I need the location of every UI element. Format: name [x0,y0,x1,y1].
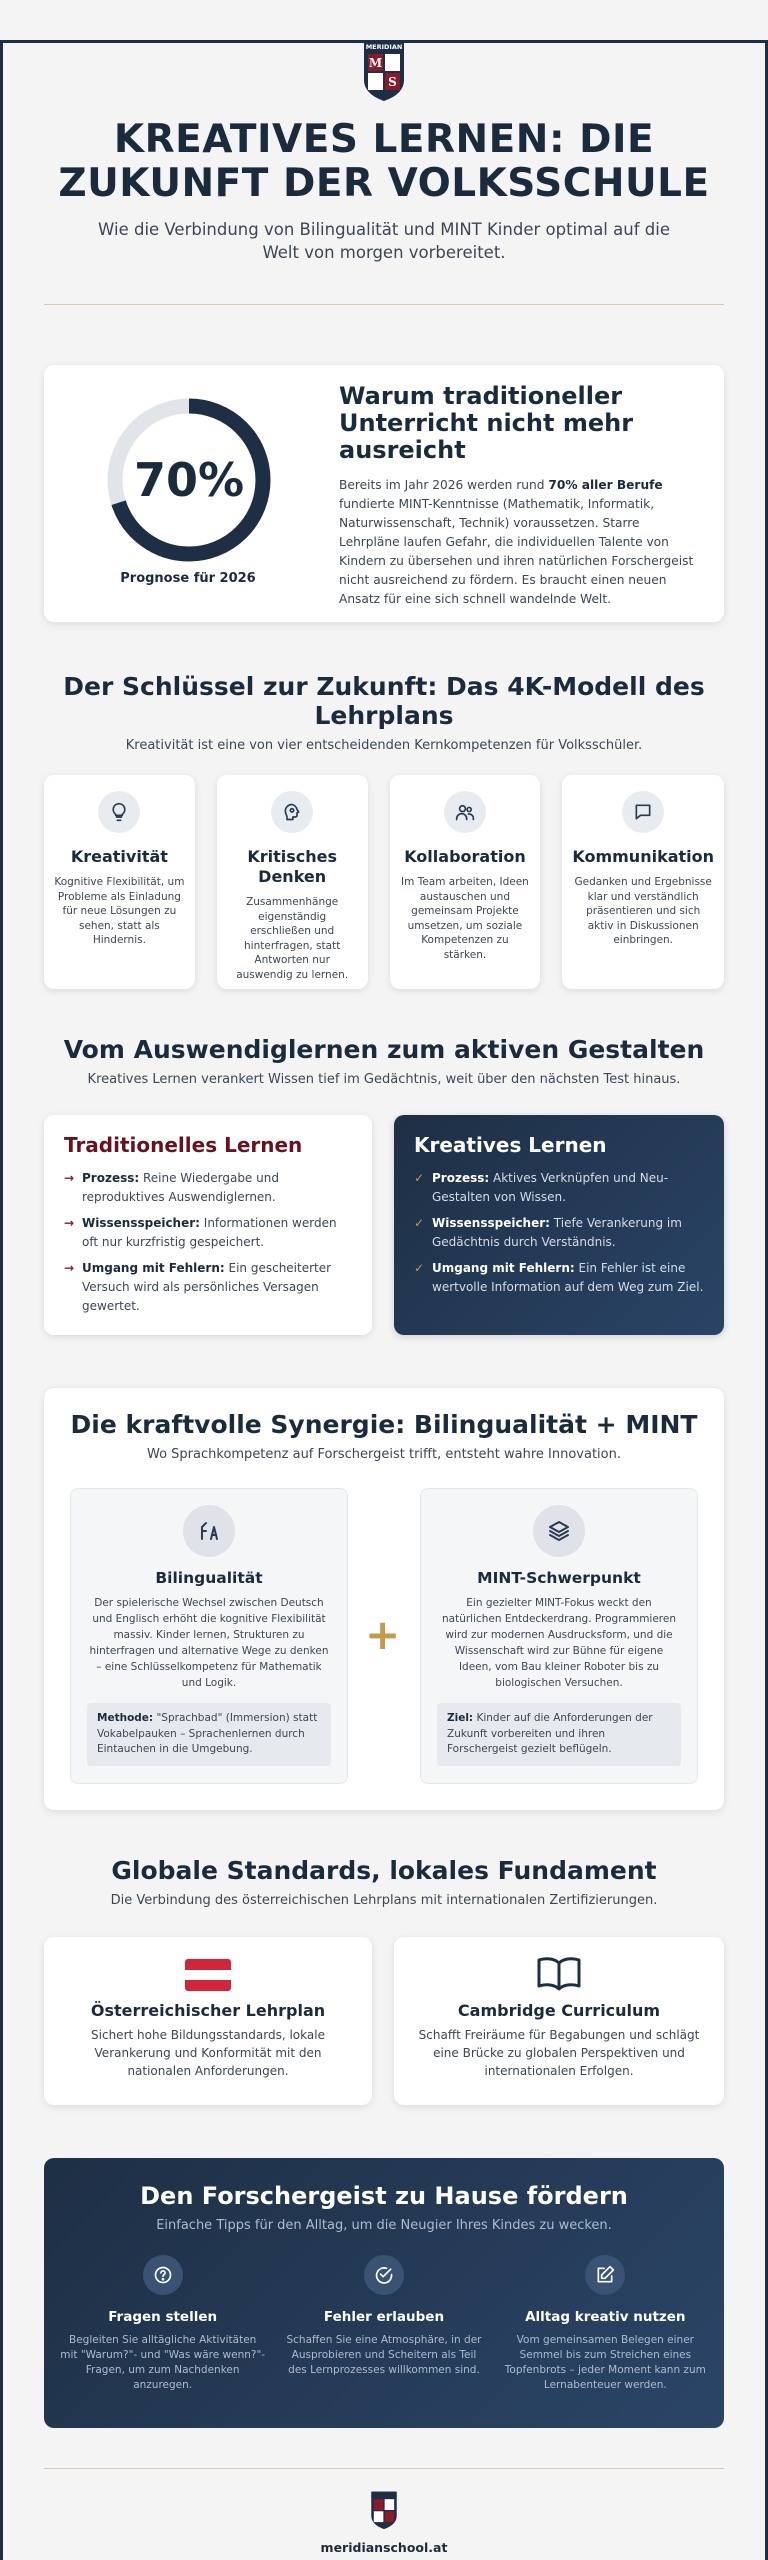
question-icon [143,2255,183,2295]
home-tip [273,2255,494,2393]
users-icon [444,791,486,833]
traditional-title: Traditionelles Lernen [64,1133,303,1157]
compare-subtitle: Kreatives Lernen verankert Wissen tief im Gedächtnis, weit über den nächsten Test hinaus. [87,1072,681,1087]
model-card-kreativitaet [44,775,195,989]
home-tip-title: Alltag kreativ nutzen [525,2309,686,2325]
standards-title: Globale Standards, lokales Fundament [111,1856,657,1885]
logo-initial-m: M [368,56,383,70]
austrian-curriculum-title: Österreichischer Lehrplan [90,2001,326,2020]
home-tip-text: Begleiten Sie alltägliche Aktivitäten mit "Warum?"- und "Was wäre wenn?"-Fragen, um zum Nachdenken anzuregen. [60,2334,266,2391]
cambridge-curriculum-text: Schafft Freiräume für Begabungen und schlägt eine Brücke zu globalen Perspektiven und internationalen Erfolgen. [418,2028,700,2078]
home-tip-title: Fragen stellen [108,2309,218,2325]
model-card-title: Kollaboration [404,847,526,866]
edit-icon [585,2255,625,2295]
page-subtitle: Wie die Verbindung von Bilingualität und MINT Kinder optimal auf die Welt von morgen vorbereitet. [98,220,670,262]
layers-icon [533,1505,585,1557]
model-card-title: Kommunikation [572,847,715,866]
home-tips-section [44,2158,724,2428]
cambridge-curriculum-card [394,1937,724,2105]
model-subtitle: Kreativität ist eine von vier entscheidenden Kernkompetenzen für Volksschüler. [125,738,643,753]
stat-value: 70% [133,453,245,507]
traditional-item: → Wissensspeicher: Informationen werden oft nur kurzfristig gespeichert. [64,1214,352,1252]
model-title: Der Schlüssel zur Zukunft: Das 4K-Modell des Lehrplans [63,672,705,730]
traditional-item: → Prozess: Reine Wiedergabe und reproduktives Auswendiglernen. [64,1169,352,1207]
chat-icon [622,791,664,833]
model-card-kommunikation [562,775,724,989]
creative-item: ✓ Wissensspeicher: Tiefe Verankerung im Gedächtnis durch Verständnis. [414,1214,704,1252]
stat-card [44,365,724,622]
model-card-text: Kognitive Flexibilität, um Probleme als Einladung für neue Lösungen zu sehen, statt als Hindernis. [54,876,185,946]
stat-caption: Prognose für 2026 [120,571,256,586]
model-card-title: Kreativität [70,847,168,866]
mint-text: Ein gezielter MINT-Fokus weckt den natürlichen Entdeckerdrang. Programmieren wird zur modernen Ausdrucksform, und die Wissenschaft wird zur Bühne für eigene Ideen, vom Bau kleiner Roboter bis zu biologischen Versuchen. [441,1597,676,1689]
arrow-right-icon: → [64,1216,75,1230]
stat-title: Warum traditioneller Unterricht nicht mehr ausreicht [339,382,634,464]
creative-item: ✓ Prozess: Aktives Verknüpfen und Neu-Gestalten von Wissen. [414,1169,704,1207]
standards-subtitle: Die Verbindung des österreichischen Lehrplans mit internationalen Zertifizierungen. [110,1893,658,1908]
stat-body: Bereits im Jahr 2026 werden rund 70% aller Berufe fundierte MINT-Kenntnisse (Mathematik, Informatik, Naturwissenschaft, Technik) voraussetzen. Starre Lehrpläne laufen Gefahr, die individuellen Talente von Kindern zu übersehen und ihren natürlichen Forschergeist nicht ausreichend zu fördern. Es braucht einen neuen Ansatz für eine sich schnell wandelnde Welt. [339,478,694,606]
traditional-item: → Umgang mit Fehlern: Ein gescheiterter Versuch wird als persönliches Versagen gewertet. [64,1259,352,1316]
compare-title: Vom Auswendiglernen zum aktiven Gestalten [63,1035,705,1064]
model-card-text: Gedanken und Ergebnisse klar und verständlich präsentieren und sich aktiv in Diskussionen einbringen. [574,876,712,946]
mint-title: MINT-Schwerpunkt [477,1569,641,1587]
creative-learning-card [394,1115,724,1335]
model-card-kritisches-denken [217,775,368,989]
synergy-subtitle: Wo Sprachkompetenz auf Forschergeist trifft, entsteht wahre Innovation. [147,1447,621,1462]
arrow-right-icon: → [64,1171,75,1185]
home-tip-text: Schaffen Sie eine Atmosphäre, in der Ausprobieren und Scheitern als Teil des Lernprozesses willkommen sind. [286,2334,482,2376]
footer-divider [44,2468,724,2469]
logo-wordmark: MERIDIAN [365,43,403,51]
model-cards [44,775,724,989]
synergy-title: Die kraftvolle Synergie: Bilingualität + MINT [70,1410,698,1439]
mint-note: Ziel: Kinder auf die Anforderungen der Zukunft vorbereiten und ihren Forschergeist gezielt beflügeln. [437,1703,681,1766]
cambridge-curriculum-title: Cambridge Curriculum [457,2001,661,2020]
home-tip-title: Fehler erlauben [323,2309,445,2325]
page-title: KREATIVES LERNEN: DIE ZUKUNFT DER VOLKSSCHULE [58,117,710,206]
check-icon: ✓ [414,1261,425,1275]
synergy-card [44,1388,724,1810]
bilingual-text: Der spielerische Wechsel zwischen Deutsch und Englisch erhöht die kognitive Flexibilität massiv. Kinder lernen, Strukturen zu hinterfragen und alternative Wege zu denken – eine Schlüsselkompetenz für Mathematik und Logik. [89,1597,329,1689]
footer-logo [370,2490,398,2534]
creative-title: Kreatives Lernen [414,1133,607,1157]
model-card-title: Kritisches Denken [247,847,338,886]
bilingual-note: Methode: "Sprachbad" (Immersion) statt Vokabelpauken – Sprachenlernen durch Eintauchen in die Umgebung. [87,1703,331,1766]
progress-ring [104,395,274,565]
traditional-learning-card [44,1115,372,1335]
creative-item: ✓ Umgang mit Fehlern: Ein Fehler ist eine wertvolle Information auf dem Weg zum Ziel. [414,1259,704,1297]
open-book-icon [536,1955,582,1991]
language-icon [183,1505,235,1557]
check-icon: ✓ [414,1171,425,1185]
home-tip-text: Vom gemeinsamen Belegen einer Semmel bis zum Streichen eines Topfenbrots – jeder Moment kann zum Lernabenteuer werden. [504,2334,706,2391]
home-title: Den Forschergeist zu Hause fördern [140,2182,628,2210]
mint-box [420,1488,698,1784]
meridian-logo [362,40,406,102]
logo-initial-s: S [388,75,397,89]
home-tip [52,2255,273,2393]
home-subtitle: Einfache Tipps für den Alltag, um die Neugier Ihres Kindes zu wecken. [156,2218,612,2233]
plus-sign: + [365,1610,401,1659]
austrian-curriculum-text: Sichert hohe Bildungsstandards, lokale Verankerung und Konformität mit den nationalen Anforderungen. [91,2028,325,2078]
check-circle-icon [364,2255,404,2295]
brain-icon [271,791,313,833]
home-tip [495,2255,716,2393]
model-card-kollaboration [390,775,541,989]
austria-flag-icon [185,1959,231,1991]
check-icon: ✓ [414,1216,425,1230]
model-card-text: Im Team arbeiten, Ideen austauschen und gemeinsam Projekte umsetzen, um soziale Kompetenzen zu stärken. [401,876,529,961]
model-card-text: Zusammenhänge eigenständig erschließen und hinterfragen, statt Antworten nur auswendig zu lernen. [236,896,349,981]
austrian-curriculum-card [44,1937,372,2105]
bilingual-title: Bilingualität [155,1569,263,1587]
lightbulb-icon [98,791,140,833]
website-link[interactable]: meridianschool.at [320,2540,448,2555]
bilingual-box [70,1488,348,1784]
arrow-right-icon: → [64,1261,75,1275]
